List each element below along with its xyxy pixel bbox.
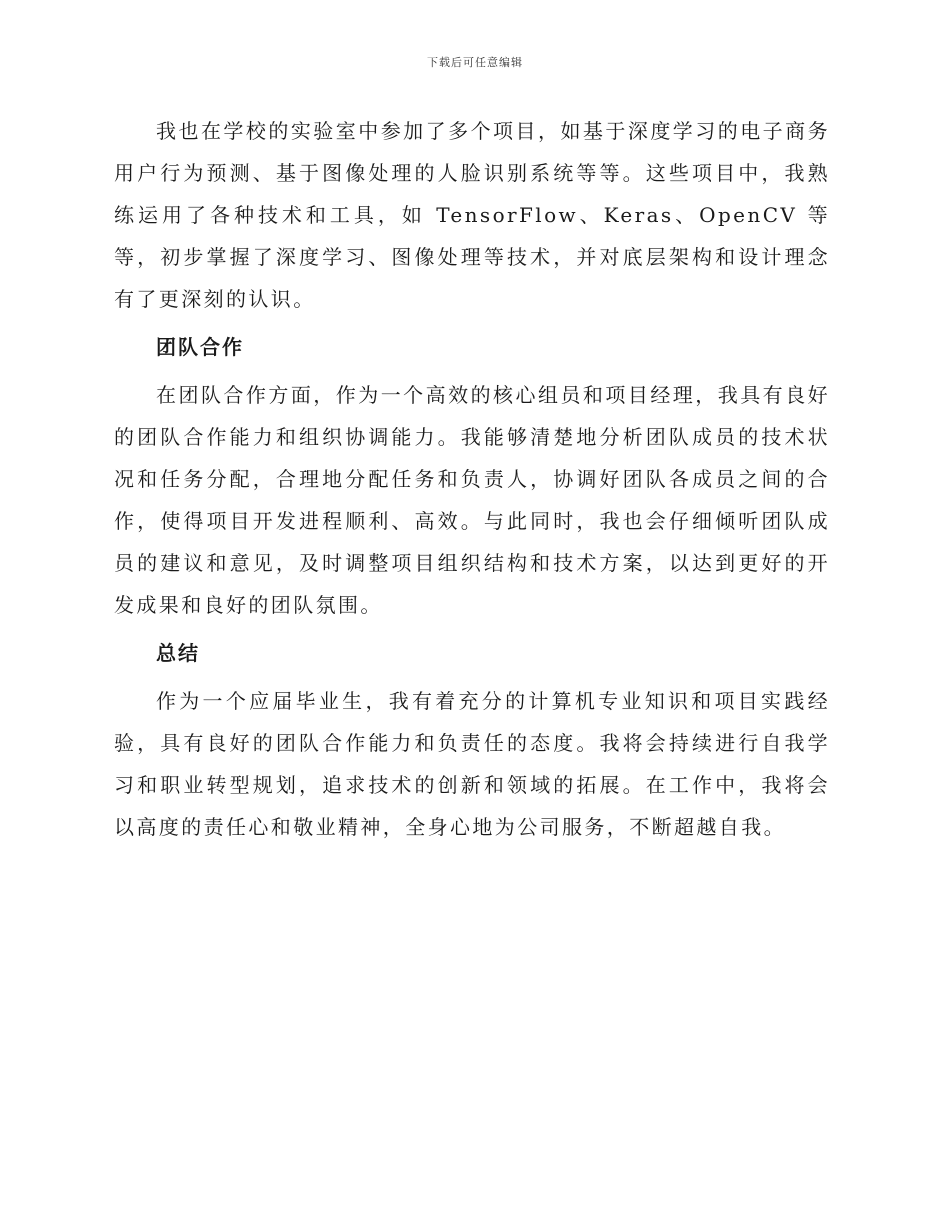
summary-heading: 总结 <box>156 641 200 665</box>
teamwork-heading: 团队合作 <box>156 335 244 359</box>
document-body <box>114 110 830 848</box>
summary-paragraph: 作为一个应届毕业生，我有着充分的计算机专业知识和项目实践经验，具有良好的团队合作能力和负责任的态度。我将会持续进行自我学习和职业转型规划，追求技术的创新和领域的拓展。在工作中，我将会以高度的责任心和敬业精神，全身心地为公司服务，不断超越自我。 <box>114 689 830 839</box>
page-header: 下载后可任意编辑 <box>427 56 523 69</box>
teamwork-paragraph: 在团队合作方面，作为一个高效的核心组员和项目经理，我具有良好的团队合作能力和组织协调能力。我能够清楚地分析团队成员的技术状况和任务分配，合理地分配任务和负责人，协调好团队各成员之间的合作，使得项目开发进程顺利、高效。与此同时，我也会仔细倾听团队成员的建议和意见，及时调整项目组织结构和技术方案，以达到更好的开发成果和良好的团队氛围。 <box>114 383 830 617</box>
projects-paragraph: 我也在学校的实验室中参加了多个项目，如基于深度学习的电子商务用户行为预测、基于图像处理的人脸识别系统等等。这些项目中，我熟练运用了各种技术和工具，如 TensorFlow、Keras、OpenCV 等等，初步掌握了深度学习、图像处理等技术，并对底层架构和设计理念有了更深刻的认识。 <box>114 119 830 311</box>
